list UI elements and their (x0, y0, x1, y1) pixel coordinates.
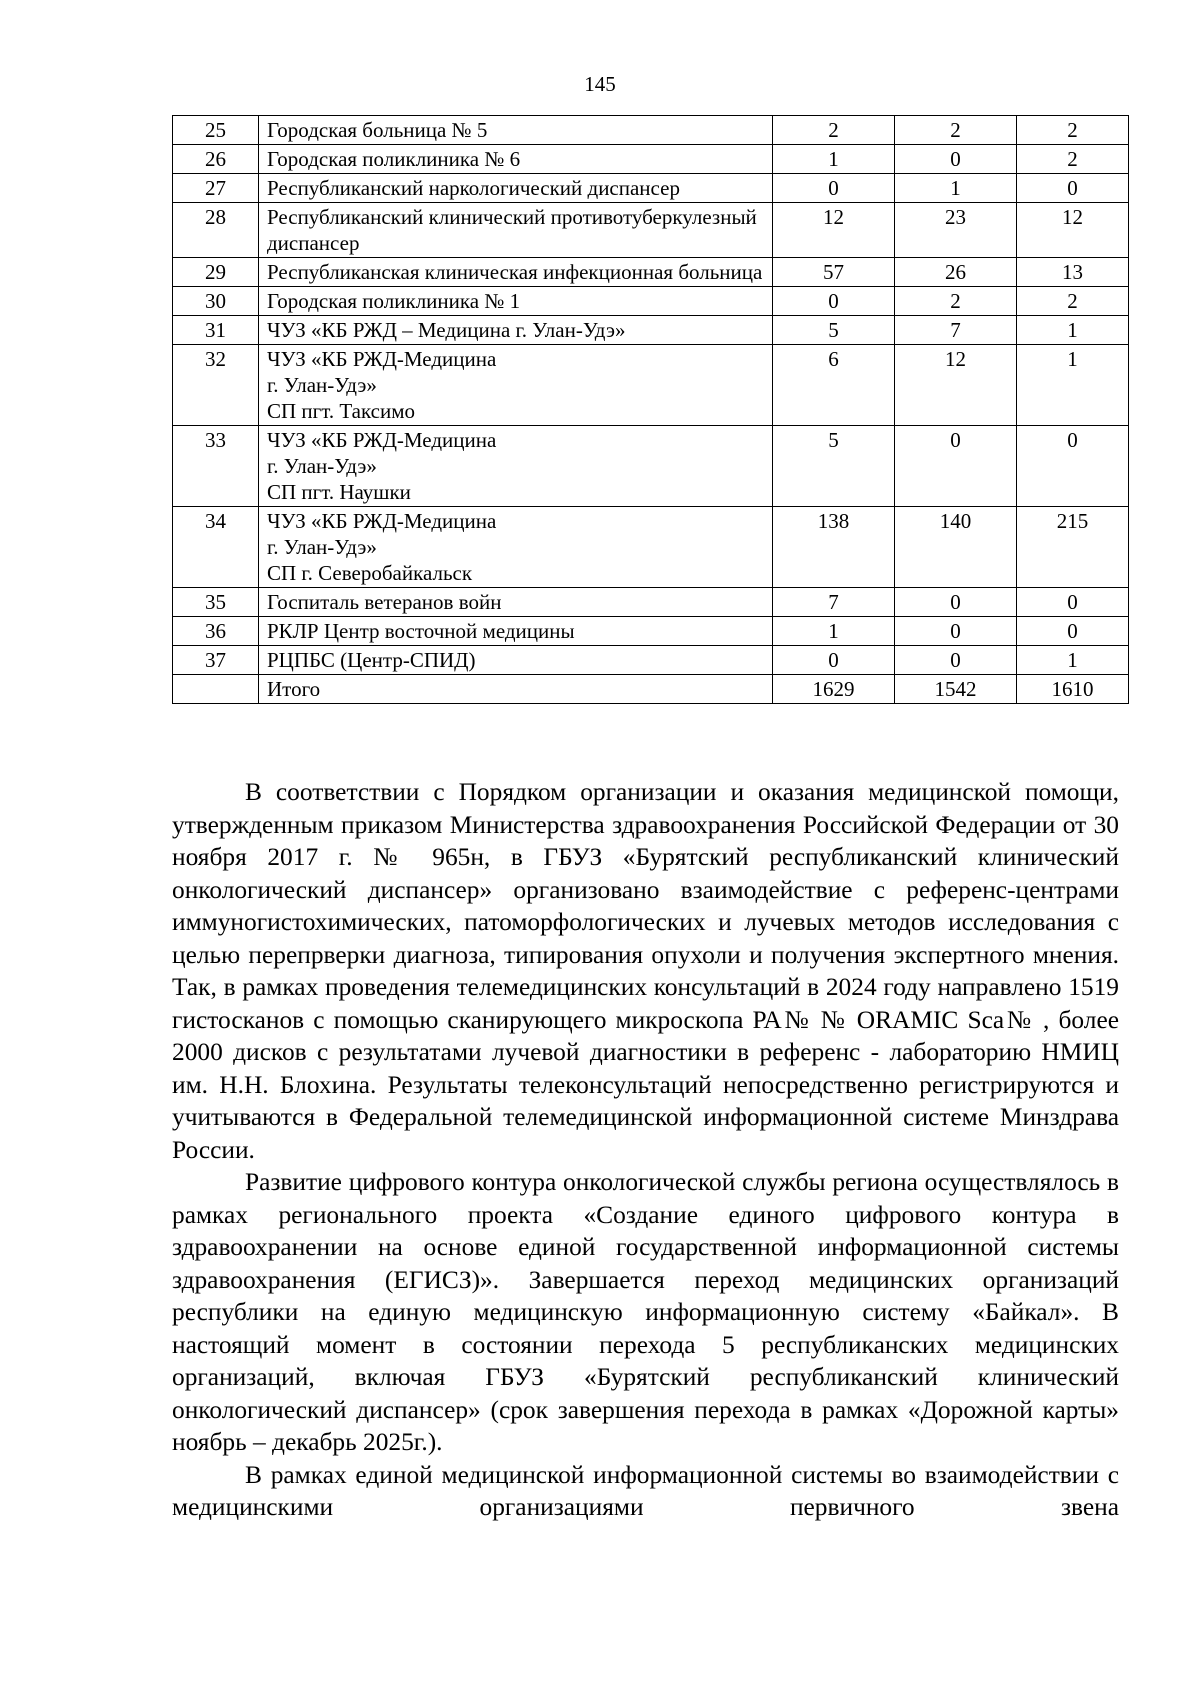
value-cell-1: 1 (773, 145, 895, 174)
organization-name-cell: Республиканский наркологический диспансер (259, 174, 773, 203)
statistics-table (172, 115, 1129, 704)
value-cell-1: 12 (773, 203, 895, 258)
table-row (173, 507, 1129, 588)
value-cell-3: 215 (1017, 507, 1129, 588)
row-number-cell: 33 (173, 426, 259, 507)
value-cell-2: 0 (895, 426, 1017, 507)
table-row (173, 675, 1129, 704)
value-cell-3: 0 (1017, 174, 1129, 203)
value-cell-3: 1610 (1017, 675, 1129, 704)
value-cell-2: 7 (895, 316, 1017, 345)
row-number-cell: 29 (173, 258, 259, 287)
value-cell-2: 2 (895, 287, 1017, 316)
table-row (173, 203, 1129, 258)
value-cell-3: 12 (1017, 203, 1129, 258)
organization-name-cell: Городская поликлиника № 1 (259, 287, 773, 316)
paragraph-digital-contour: Развитие цифрового контура онкологической службы региона осуществлялось в рамках регионального проекта «Создание единого цифрового контура в здравоохранении на основе единой государственной информационной системы здравоохранения (ЕГИСЗ)». Завершается переход медицинских организаций республики на единую медицинскую информационную систему «Байкал». В настоящий момент в состоянии перехода 5 республиканских медицинских организаций, включая ГБУЗ «Бурятский республиканский клинический онкологический диспансер» (срок завершения перехода в рамках «Дорожной карты» ноябрь – декабрь 2025г.). (172, 1168, 1119, 1456)
value-cell-1: 2 (773, 116, 895, 145)
value-cell-2: 0 (895, 646, 1017, 675)
value-cell-3: 13 (1017, 258, 1129, 287)
table-row (173, 174, 1129, 203)
value-cell-1: 1629 (773, 675, 895, 704)
value-cell-1: 0 (773, 287, 895, 316)
value-cell-2: 140 (895, 507, 1017, 588)
table-row (173, 316, 1129, 345)
value-cell-3: 0 (1017, 426, 1129, 507)
table-row (173, 145, 1129, 174)
value-cell-1: 0 (773, 646, 895, 675)
value-cell-2: 0 (895, 617, 1017, 646)
value-cell-2: 2 (895, 116, 1017, 145)
table-row (173, 646, 1129, 675)
value-cell-3: 1 (1017, 646, 1129, 675)
value-cell-2: 26 (895, 258, 1017, 287)
value-cell-2: 1 (895, 174, 1017, 203)
value-cell-1: 7 (773, 588, 895, 617)
row-number-cell: 35 (173, 588, 259, 617)
organization-name-cell: ЧУЗ «КБ РЖД – Медицина г. Улан-Удэ» (259, 316, 773, 345)
organization-name-cell: Республиканская клиническая инфекционная больница (259, 258, 773, 287)
value-cell-3: 1 (1017, 316, 1129, 345)
organization-name-cell: ЧУЗ «КБ РЖД-Медицина г. Улан-Удэ» СП пгт. Наушки (259, 426, 773, 507)
value-cell-3: 0 (1017, 617, 1129, 646)
row-number-cell: 27 (173, 174, 259, 203)
value-cell-1: 138 (773, 507, 895, 588)
row-number-cell (173, 675, 259, 704)
table-row (173, 588, 1129, 617)
row-number-cell: 34 (173, 507, 259, 588)
table-row (173, 258, 1129, 287)
value-cell-3: 0 (1017, 588, 1129, 617)
value-cell-1: 5 (773, 426, 895, 507)
row-number-cell: 37 (173, 646, 259, 675)
table-row (173, 617, 1129, 646)
organization-name-cell: ЧУЗ «КБ РЖД-Медицина г. Улан-Удэ» СП пгт. Таксимо (259, 345, 773, 426)
value-cell-3: 2 (1017, 145, 1129, 174)
row-number-cell: 36 (173, 617, 259, 646)
table-body (173, 116, 1129, 704)
value-cell-1: 5 (773, 316, 895, 345)
row-number-cell: 26 (173, 145, 259, 174)
table-row (173, 345, 1129, 426)
organization-name-cell: Итого (259, 675, 773, 704)
value-cell-1: 57 (773, 258, 895, 287)
value-cell-1: 0 (773, 174, 895, 203)
table-row (173, 287, 1129, 316)
value-cell-1: 1 (773, 617, 895, 646)
table-row (173, 116, 1129, 145)
organization-name-cell: ЧУЗ «КБ РЖД-Медицина г. Улан-Удэ» СП г. Северобайкальск (259, 507, 773, 588)
page-number: 145 (584, 72, 616, 96)
row-number-cell: 31 (173, 316, 259, 345)
organization-name-cell: Городская поликлиника № 6 (259, 145, 773, 174)
value-cell-3: 2 (1017, 287, 1129, 316)
paragraph-referral-centers: В соответствии с Порядком организации и оказания медицинской помощи, утвержденным приказом Министерства здравоохранения Российской Федерации от 30 ноября 2017 г. № 965н, в ГБУЗ «Бурятский республиканский клинический онкологический диспансер» организовано взаимодействие с референс-центрами иммуногистохимических, патоморфологических и лучевых методов исследования с целью перепрверки диагноза, типирования опухоли и получения экспертного мнения. Так, в рамках проведения телемедицинских консультаций в 2024 году направлено 1519 гистосканов с помощью сканирующего микроскопа РА№ № ORAMIC Sca№ , более 2000 дисков с результатами лучевой диагностики в референс - лабораторию НМИЦ им. Н.Н. Блохина. Результаты телеконсультаций непосредственно регистрируются и учитываются в Федеральной телемедицинской информационной системе Минздрава России. (172, 778, 1119, 1164)
value-cell-2: 23 (895, 203, 1017, 258)
value-cell-2: 0 (895, 145, 1017, 174)
organization-name-cell: РЦПБС (Центр-СПИД) (259, 646, 773, 675)
row-number-cell: 25 (173, 116, 259, 145)
body-text (172, 776, 1119, 1524)
row-number-cell: 32 (173, 345, 259, 426)
row-number-cell: 28 (173, 203, 259, 258)
organization-name-cell: РКЛР Центр восточной медицины (259, 617, 773, 646)
table-row (173, 426, 1129, 507)
organization-name-cell: Республиканский клинический противотуберкулезный диспансер (259, 203, 773, 258)
paragraph-medical-info-system: В рамках единой медицинской информационной системы во взаимодействии с медицинскими организациями первичного звена (172, 1460, 1119, 1521)
value-cell-1: 6 (773, 345, 895, 426)
row-number-cell: 30 (173, 287, 259, 316)
organization-name-cell: Госпиталь ветеранов войн (259, 588, 773, 617)
value-cell-3: 2 (1017, 116, 1129, 145)
organization-name-cell: Городская больница № 5 (259, 116, 773, 145)
value-cell-2: 1542 (895, 675, 1017, 704)
value-cell-2: 0 (895, 588, 1017, 617)
value-cell-3: 1 (1017, 345, 1129, 426)
value-cell-2: 12 (895, 345, 1017, 426)
